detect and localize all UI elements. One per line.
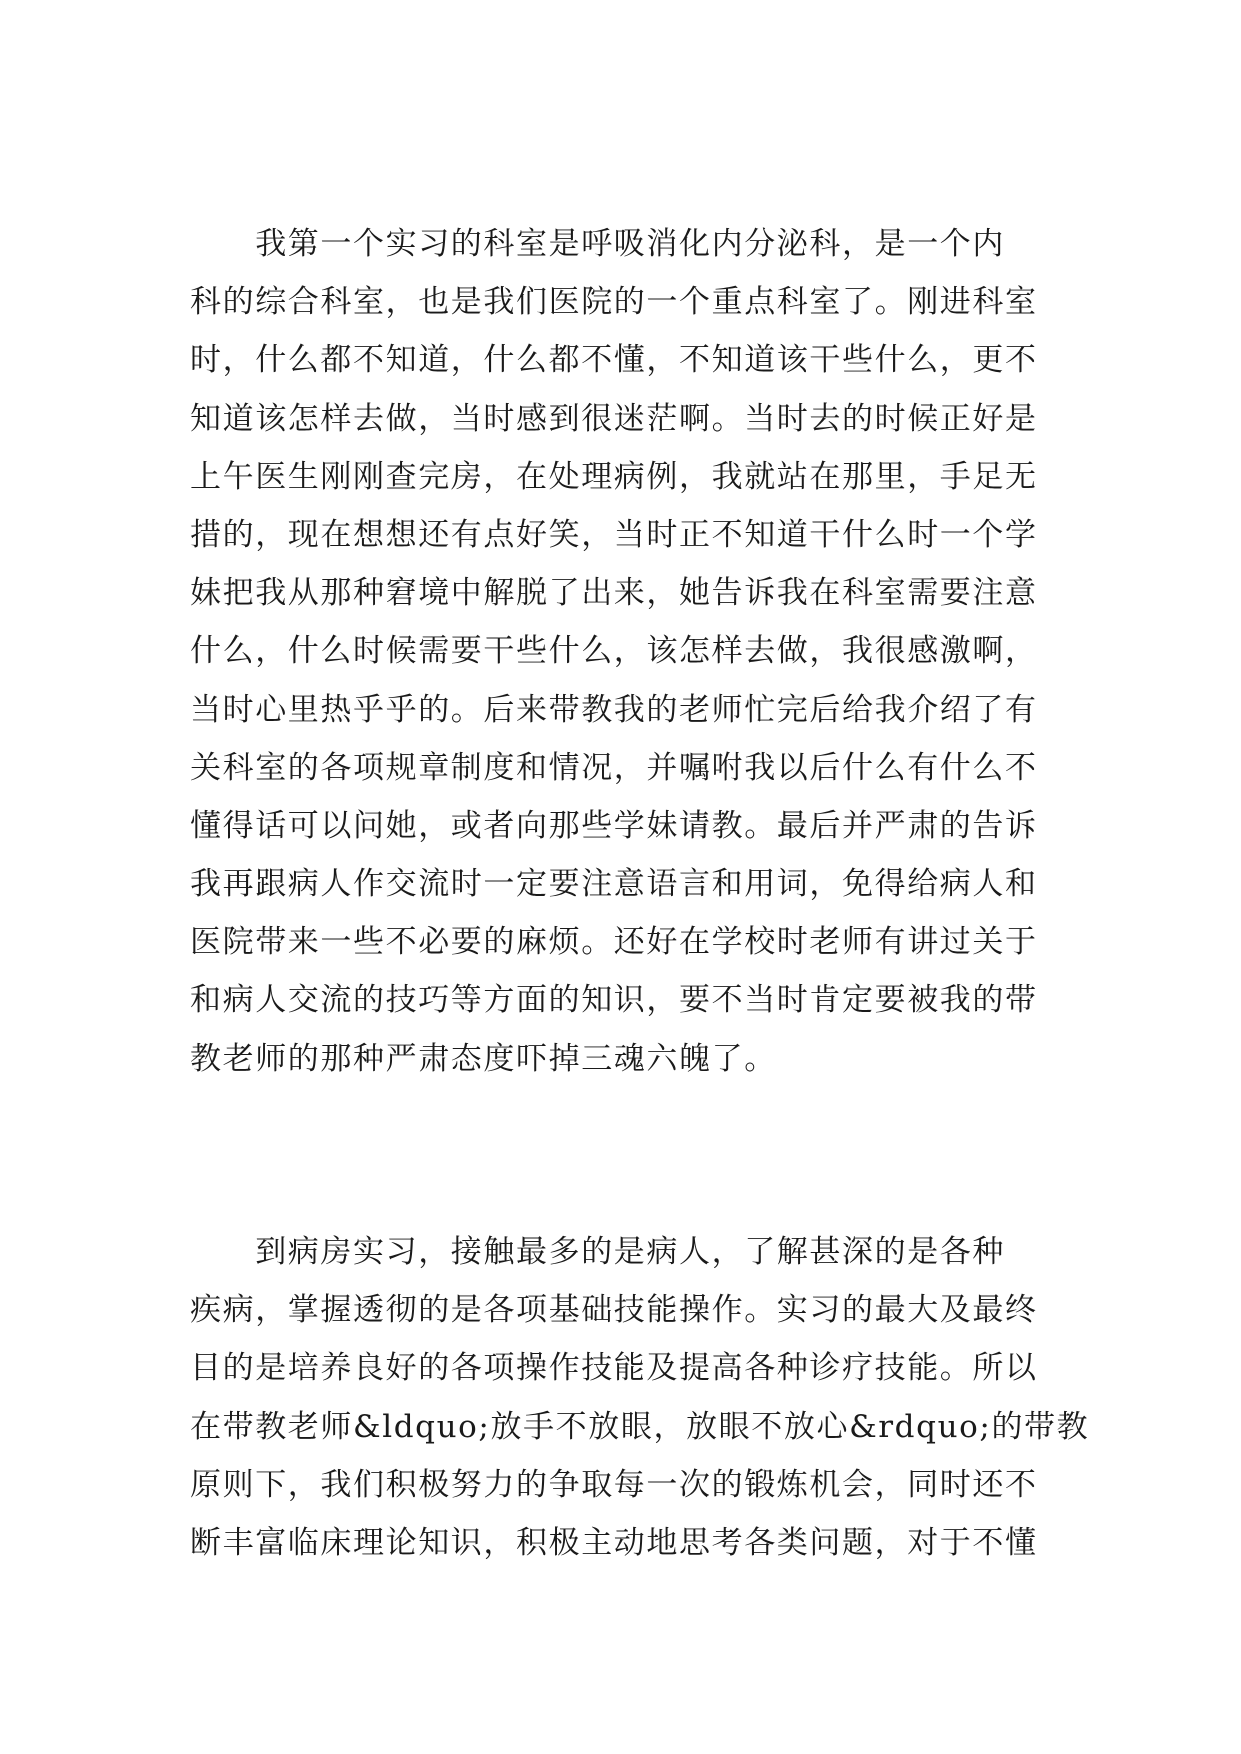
paragraph-line: 疾病，掌握透彻的是各项基础技能操作。实习的最大及最终 [190, 1292, 1038, 1329]
paragraph-line: 知道该怎样去做，当时感到很迷茫啊。当时去的时候正好是 [190, 400, 1038, 437]
paragraph-line: 原则下，我们积极努力的争取每一次的锻炼机会，同时还不 [190, 1466, 1038, 1503]
paragraph-line: 什么，什么时候需要干些什么，该怎样去做，我很感激啊， [190, 633, 1038, 670]
paragraph-2 [190, 1223, 1090, 1572]
paragraph-line: 在带教老师&ldquo;放手不放眼，放眼不放心&rdquo;的带教 [190, 1408, 1090, 1445]
paragraph-line: 和病人交流的技巧等方面的知识，要不当时肯定要被我的带 [190, 982, 1038, 1019]
paragraph-line: 目的是培养良好的各项操作技能及提高各种诊疗技能。所以 [190, 1350, 1038, 1387]
paragraph-line: 教老师的那种严肃态度吓掉三魂六魄了。 [190, 1040, 777, 1077]
paragraph-line: 医院带来一些不必要的麻烦。还好在学校时老师有讲过关于 [190, 924, 1038, 961]
paragraph-1 [190, 215, 1090, 1088]
paragraph-line: 关科室的各项规章制度和情况，并嘱咐我以后什么有什么不 [190, 749, 1038, 786]
paragraph-line: 断丰富临床理论知识，积极主动地思考各类问题，对于不懂 [190, 1524, 1038, 1561]
paragraph-line: 妹把我从那种窘境中解脱了出来，她告诉我在科室需要注意 [190, 575, 1038, 612]
paragraph-line: 懂得话可以问她，或者向那些学妹请教。最后并严肃的告诉 [190, 807, 1038, 844]
paragraph-line: 我再跟病人作交流时一定要注意语言和用词，免得给病人和 [190, 866, 1038, 903]
paragraph-line: 当时心里热乎乎的。后来带教我的老师忙完后给我介绍了有 [190, 691, 1038, 728]
paragraph-line: 科的综合科室，也是我们医院的一个重点科室了。刚进科室 [190, 284, 1038, 321]
paragraph-line: 我第一个实习的科室是呼吸消化内分泌科，是一个内 [190, 226, 1005, 262]
paragraph-line: 时，什么都不知道，什么都不懂，不知道该干些什么，更不 [190, 342, 1038, 379]
paragraph-line: 上午医生刚刚查完房，在处理病例，我就站在那里，手足无 [190, 458, 1038, 495]
paragraph-line: 措的，现在想想还有点好笑，当时正不知道干什么时一个学 [190, 516, 1038, 553]
paragraph-line: 到病房实习，接触最多的是病人，了解甚深的是各种 [190, 1234, 1005, 1270]
